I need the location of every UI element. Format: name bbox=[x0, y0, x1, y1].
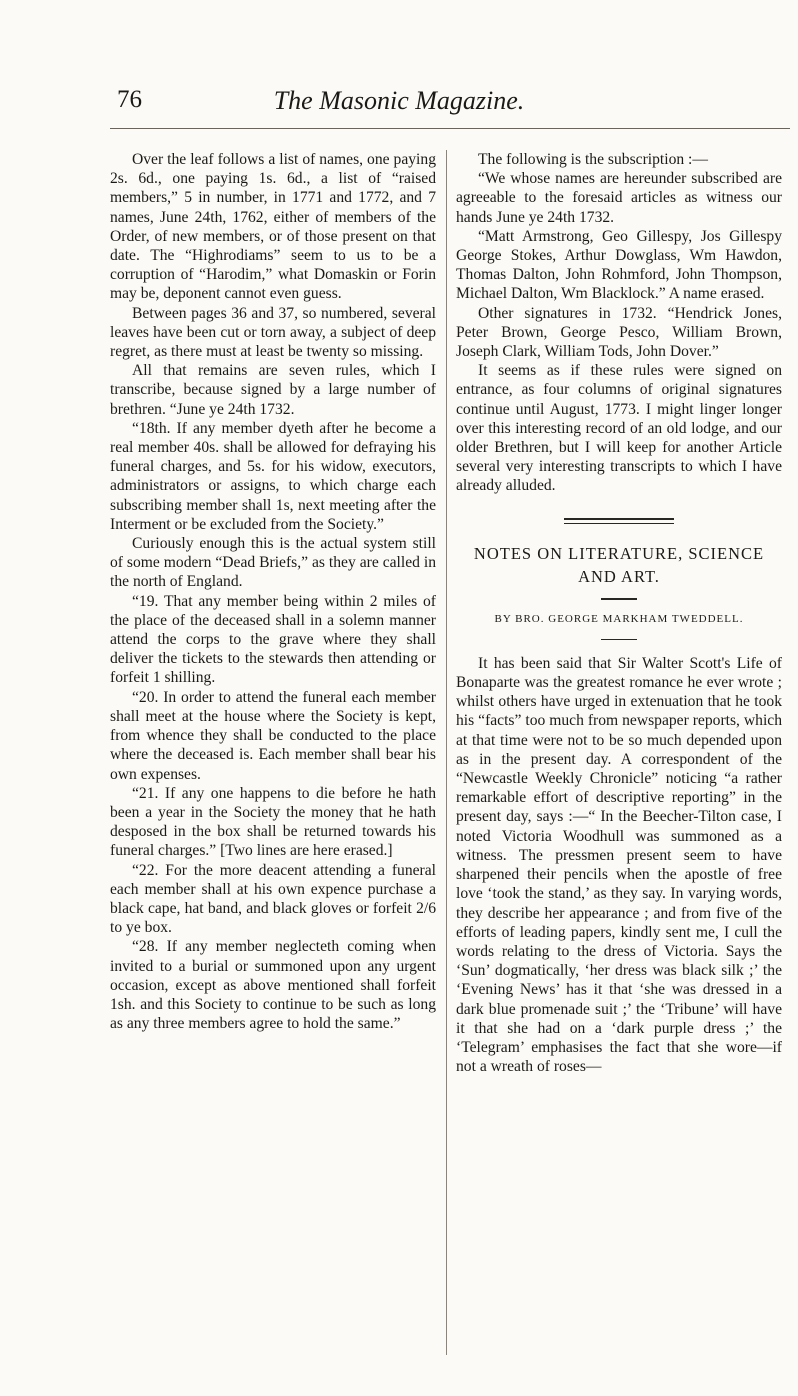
page-number: 76 bbox=[117, 86, 142, 113]
paragraph-subscription-text: “We whose names are hereunder subscribed are agreeable to the foresaid articles as witness our hands June ye 24th 1732. bbox=[456, 170, 782, 226]
paragraph-other-signatures: Other signatures in 1732. “Hendrick Jones, Peter Brown, George Pesco, William Brown, Joseph Clark, William Tods, John Dover.” bbox=[456, 304, 782, 361]
paragraph-closing-remarks: It seems as if these rules were signed on entrance, as four columns of original signatures continue until August, 1773. I might linger longer over this interesting record of an old lodge, and our older Brethren, but I will keep for another Article several very interesting transcripts to which I have already alluded. bbox=[456, 362, 782, 495]
section-heading: NOTES ON LITERATURE, SCIENCE AND ART. bbox=[473, 543, 765, 586]
paragraph-subscription-intro: The following is the subscription :— bbox=[478, 151, 708, 168]
byline-rule bbox=[601, 639, 637, 640]
paragraph-rule-28: “28. If any member neglecteth coming when invited to a burial or summoned upon any urgent occasion, except as above mentioned shall forfeit 1sh. and this Society to continue to be such as long as any three members agree to hold the same.” bbox=[110, 938, 436, 1033]
right-column bbox=[456, 150, 782, 1076]
left-column bbox=[110, 150, 436, 1033]
paragraph-signatories: “Matt Armstrong, Geo Gillespy, Jos Gillespy George Stokes, Arthur Dowglass, Wm Hawdon, Thomas Dalton, John Rohmford, John Thompson, Michael Dalton, Wm Blacklock.” A name erased. bbox=[456, 227, 782, 303]
header-rule bbox=[110, 128, 790, 129]
paragraph-seven-rules: All that remains are seven rules, which I transcribe, because signed by a large number of brethren. “June ye 24th 1732. bbox=[110, 362, 436, 418]
magazine-title: The Masonic Magazine. bbox=[273, 86, 525, 115]
paragraph-rule-20: “20. In order to attend the funeral each member shall meet at the house where the Society is kept, from whence they shall be conducted to the place where the deceased is. Each member shall bear his own expenses. bbox=[110, 688, 436, 783]
paragraph-rule-21: “21. If any one happens to die before he hath been a year in the Society the money that he hath desposed in the box shall be returned towards his funeral charges.” [Two lines are here erased.] bbox=[110, 784, 436, 860]
paragraph-rule-18: “18th. If any member dyeth after he become a real member 40s. shall be allowed for defraying his funeral charges, and 5s. for his widow, executors, administrators or assigns, to which charge each subscribing member shall 1s, next meeting after the Interment or be excluded from the Society.” bbox=[110, 419, 436, 533]
byline: BY BRO. GEORGE MARKHAM TWEDDELL. bbox=[494, 612, 744, 625]
paragraph-rule-22: “22. For the more deacent attending a funeral each member shall at his own expence purchase a black cape, hat band, and black gloves or forfeit 2/6 to ye box. bbox=[110, 861, 436, 937]
section-separator bbox=[564, 518, 674, 524]
paragraph-missing-leaves: Between pages 36 and 37, so numbered, several leaves have been cut or torn away, a subject of deep regret, as there must at least be twenty so missing. bbox=[110, 304, 436, 361]
paragraph-list-of-names: Over the leaf follows a list of names, one paying 2s. 6d., one paying 1s. 6d., a list of “raised members,” 5 in number, in 1771 and 1772, and 7 names, June 24th, 1762, either of members of the Order, of new members, or of those present on that date. The “Highrodiams” seem to us to be a corruption of “Harodim,” what Domaskin or Forin may be, deponent cannot even guess. bbox=[110, 151, 436, 303]
paragraph-article-opening: It has been said that Sir Walter Scott's Life of Bonaparte was the greatest romance he ever wrote ; whilst others have urged in extenuation that he took his “facts” too much from newspaper reports, which at that time were not to be so much depended upon as in the present day. A correspondent of the “Newcastle Weekly Chronicle” noticing “a rather remarkable effort of descriptive reporting” in the present day, says :—“ In the Beecher-Tilton case, I noted Victoria Woodhull was summoned as a witness. The pressmen present seem to have sharpened their pencils when the apostle of free love ‘took the stand,’ as they say. In varying words, they describe her appearance ; and from five of the efforts of leading papers, kindly sent me, I cull the words relating to the dress of Victoria. Says the ‘Sun’ dogmatically, ‘her dress was black silk ;’ the ‘Evening News’ has it that ‘she was dressed in a dark blue promenade suit ;’ the ‘Tribune’ will have it that she had on a ‘dark purple dress ;’ the ‘Telegram’ emphasises the fact that she wore—if not a wreath of roses— bbox=[456, 654, 782, 1076]
paragraph-rule-19: “19. That any member being within 2 miles of the place of the deceased shall in a solemn manner attend the corps to the grave where they shall deliver the tickets to the stewards then attending or forfeit 1 shilling. bbox=[110, 592, 436, 687]
running-head bbox=[0, 86, 798, 122]
column-divider bbox=[446, 150, 447, 1355]
paragraph-dead-briefs: Curiously enough this is the actual system still of some modern “Dead Briefs,” as they are called in the north of England. bbox=[110, 535, 436, 591]
heading-rule bbox=[601, 598, 637, 600]
